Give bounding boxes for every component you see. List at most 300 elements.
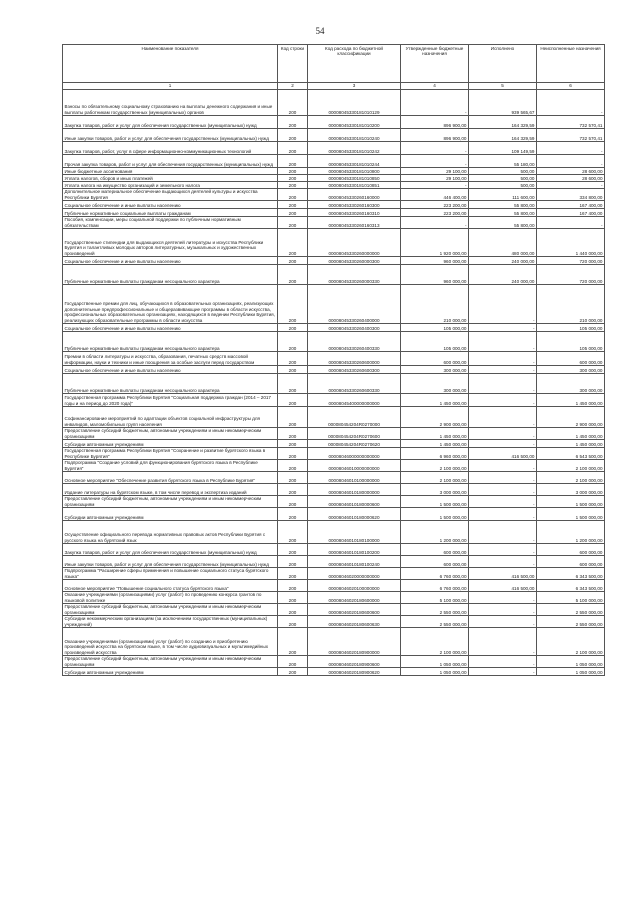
page-number: 54 [315,26,325,36]
table-row [63,592,605,604]
row-kbk: 00008045330181010200 [308,116,401,129]
row-kbk: 000080454204R0270600 [308,428,401,440]
row-remaining: 1 050 000,00 [537,668,605,676]
row-executed: 164 329,59 [469,116,537,129]
row-kbk: 00008045330260600300 [308,366,401,374]
row-executed: - [469,324,537,332]
row-kbk: 00008046020180600000 [308,592,401,604]
row-executed: - [469,440,537,448]
header-row [63,45,605,83]
row-line-code: 200 [278,592,308,604]
table-row [63,155,605,168]
row-approved: 960 000,00 [401,257,469,265]
row-line-code: 200 [278,604,308,616]
budget-execution-table [62,44,605,676]
row-executed: - [469,460,537,472]
row-kbk: 00008045330260000330 [308,265,401,285]
row-line-code: 200 [278,265,308,285]
table-row [63,484,605,496]
row-remaining: 732 570,41 [537,116,605,129]
row-kbk: 00008046010100000000 [308,472,401,484]
row-name: Предоставление субсидий бюджетным, автономным учреждениям и иным некоммерческим организациям [63,604,278,616]
row-remaining: 6 343 500,00 [537,580,605,592]
row-executed: - [469,366,537,374]
row-executed: - [469,628,537,656]
row-approved: 300 000,00 [401,374,469,394]
row-remaining: 167 400,00 [537,201,605,209]
row-remaining: 6 343 500,00 [537,568,605,580]
row-kbk: 00008045330181010800 [308,168,401,175]
row-line-code: 200 [278,496,308,508]
row-approved: 29 100,00 [401,168,469,175]
row-approved: 2 550 000,00 [401,604,469,616]
row-approved: 223 200,00 [401,209,469,217]
column-number-row [63,83,605,90]
row-name: Государственная программа Республики Бурятия "Сохранение и развитие бурятского языка в Республике Бурятия" [63,448,278,460]
row-approved: 1 920 000,00 [401,229,469,257]
row-kbk: 00008045330260600330 [308,374,401,394]
row-kbk: 00008045330260000000 [308,229,401,257]
row-kbk: 00008045330181010242 [308,142,401,155]
row-name: Софинансирование мероприятий по адаптации объектов социальной инфраструктуры для инвалидов, маломобильных групп населения [63,407,278,428]
row-executed: 55 180,00 [469,155,537,168]
row-approved: 600 000,00 [401,556,469,568]
row-remaining: 2 550 000,00 [537,604,605,616]
row-name: Субсидии некоммерческим организациям (за исключением государственных (муниципальных) учреждений) [63,616,278,628]
row-executed: - [469,508,537,521]
row-line-code: 200 [278,352,308,366]
table-row [63,116,605,129]
row-executed: 480 000,00 [469,229,537,257]
col-number: 3 [308,83,401,90]
row-line-code: 200 [278,544,308,556]
row-line-code: 200 [278,168,308,175]
row-kbk: 00008045330260400330 [308,332,401,352]
row-name: Пособия, компенсации, меры социальной поддержки по публичным нормативным обязательствам [63,217,278,229]
row-remaining: 1 500 000,00 [537,496,605,508]
col-number: 1 [63,83,278,90]
row-remaining: - [537,142,605,155]
row-name: Государственная программа Республики Бурятия "Социальная поддержка граждан (2014 – 2017 годы и на период до 2020 года)" [63,394,278,407]
row-name: Субсидии автономным учреждениям [63,508,278,521]
row-executed: - [469,544,537,556]
table-body [63,90,605,676]
table-row [63,604,605,616]
row-line-code: 200 [278,90,308,116]
row-remaining: 1 450 000,00 [537,428,605,440]
row-line-code: 200 [278,440,308,448]
row-executed: - [469,484,537,496]
row-name: Социальное обеспечение и иные выплаты населению [63,324,278,332]
row-executed: - [469,428,537,440]
row-approved: 2 100 000,00 [401,472,469,484]
row-executed: - [469,616,537,628]
table-row [63,352,605,366]
row-kbk: 00008045330260000300 [308,257,401,265]
row-kbk: 00008045400000000000 [308,394,401,407]
row-remaining: 105 000,00 [537,324,605,332]
table-row [63,448,605,460]
row-remaining: - [537,90,605,116]
row-remaining: 300 000,00 [537,374,605,394]
row-name: Дополнительное материальное обеспечение выдающихся деятелей культуры и искусства Республики Бурятия [63,189,278,201]
row-remaining: 1 200 000,00 [537,521,605,544]
table-row [63,460,605,472]
row-executed: - [469,352,537,366]
row-line-code: 200 [278,472,308,484]
row-line-code: 200 [278,116,308,129]
header-line-code: Код строки [278,45,308,83]
row-remaining: - [537,182,605,189]
table-row [63,428,605,440]
row-name: Предоставление субсидий бюджетным, автономным учреждениям и иным некоммерческим организациям [63,496,278,508]
row-approved: 2 100 000,00 [401,628,469,656]
table-row [63,324,605,332]
row-line-code: 200 [278,142,308,155]
row-line-code: 200 [278,484,308,496]
row-approved: - [401,142,469,155]
row-kbk: 00008045330181010129 [308,90,401,116]
col-number: 4 [401,83,469,90]
table-row [63,656,605,668]
row-kbk: 00008046020180900620 [308,668,401,676]
row-approved: 1 200 000,00 [401,521,469,544]
row-kbk: 00008045330181010244 [308,155,401,168]
row-remaining: 28 600,00 [537,175,605,182]
row-executed: 240 000,00 [469,257,537,265]
row-name: Публичные нормативные социальные выплаты гражданам [63,209,278,217]
table-row [63,285,605,324]
row-approved: 1 500 000,00 [401,496,469,508]
header-kbk: Код расхода по бюджетной классификации [308,45,401,83]
row-approved: 6 960 000,00 [401,448,469,460]
row-remaining: 28 600,00 [537,168,605,175]
row-kbk: 00008045330260400000 [308,285,401,324]
row-approved: 2 900 000,00 [401,407,469,428]
row-name: Подпрограмма "Создание условий для функционирования бурятского языка в Республике Бурятия" [63,460,278,472]
row-approved: 6 760 000,00 [401,568,469,580]
row-remaining: 720 000,00 [537,257,605,265]
table-row [63,394,605,407]
row-line-code: 200 [278,656,308,668]
row-executed: - [469,592,537,604]
row-name: Осуществление официального перевода нормативных правовых актов Республики Бурятия с русского языка на бурятский язык [63,521,278,544]
row-remaining: 6 543 500,00 [537,448,605,460]
row-executed: - [469,668,537,676]
row-approved: 446 400,00 [401,189,469,201]
table-row [63,556,605,568]
row-executed: 416 500,00 [469,448,537,460]
header-remaining: Неисполненные назначения [537,45,605,83]
table-row [63,580,605,592]
row-remaining: 600 000,00 [537,544,605,556]
row-name: Подпрограмма "Расширение сферы применения и повышение социального статуса бурятского языка" [63,568,278,580]
row-executed: 164 329,59 [469,129,537,142]
row-name: Публичные нормативные выплаты гражданам несоциального характера [63,265,278,285]
row-remaining: 600 000,00 [537,352,605,366]
table-row [63,90,605,116]
table-row [63,544,605,556]
row-approved: 600 000,00 [401,352,469,366]
row-remaining: 167 400,00 [537,209,605,217]
row-line-code: 200 [278,628,308,656]
row-kbk: 00008046010180100000 [308,521,401,544]
row-approved: 1 050 000,00 [401,656,469,668]
row-approved: 600 000,00 [401,544,469,556]
row-line-code: 200 [278,201,308,209]
row-kbk: 00008046010180000620 [308,508,401,521]
row-line-code: 200 [278,580,308,592]
row-approved: 896 900,00 [401,116,469,129]
row-executed: 416 500,00 [469,568,537,580]
row-line-code: 200 [278,428,308,440]
row-remaining: 3 000 000,00 [537,484,605,496]
row-line-code: 200 [278,407,308,428]
row-kbk: 00008046010180100240 [308,556,401,568]
row-approved: 105 000,00 [401,324,469,332]
row-approved: 896 900,00 [401,129,469,142]
row-kbk: 00008046020000000000 [308,568,401,580]
row-kbk: 00008046020180600630 [308,616,401,628]
row-name: Закупка товаров, работ и услуг для обеспечения государственных (муниципальных) нужд [63,116,278,129]
row-executed: 109 149,59 [469,142,537,155]
row-executed: - [469,496,537,508]
row-executed: 500,00 [469,182,537,189]
row-approved: - [401,182,469,189]
row-line-code: 200 [278,616,308,628]
row-remaining: 1 450 000,00 [537,394,605,407]
row-approved: - [401,217,469,229]
row-line-code: 200 [278,668,308,676]
row-line-code: 200 [278,189,308,201]
row-line-code: 200 [278,366,308,374]
row-name: Основное мероприятие "Обеспечение развития бурятского языка в Республике Бурятия" [63,472,278,484]
table-row [63,209,605,217]
header-approved: Утвержденные бюджетные назначения [401,45,469,83]
row-name: Основное мероприятие "Повышение социального статуса бурятского языка" [63,580,278,592]
row-kbk: 00008045330260160300 [308,201,401,209]
table-row [63,182,605,189]
row-kbk: 00008045330181010851 [308,182,401,189]
row-line-code: 200 [278,229,308,257]
row-remaining: 210 000,00 [537,285,605,324]
row-approved: 1 450 000,00 [401,428,469,440]
row-approved: - [401,155,469,168]
header-name: Наименование показателя [63,45,278,83]
table-row [63,568,605,580]
row-executed: - [469,656,537,668]
row-line-code: 200 [278,521,308,544]
row-kbk: 00008045330260400300 [308,324,401,332]
row-line-code: 200 [278,155,308,168]
row-approved: 210 000,00 [401,285,469,324]
row-remaining: 2 100 000,00 [537,628,605,656]
row-line-code: 200 [278,332,308,352]
row-line-code: 200 [278,568,308,580]
row-line-code: 200 [278,460,308,472]
table-row [63,366,605,374]
table-row [63,332,605,352]
row-executed: 939 565,67 [469,90,537,116]
row-approved: - [401,90,469,116]
header-executed: Исполнено [469,45,537,83]
row-approved: 960 000,00 [401,265,469,285]
row-line-code: 200 [278,508,308,521]
table-row [63,257,605,265]
table-row [63,265,605,285]
row-kbk: 00008045330181010240 [308,129,401,142]
row-name: Иные закупки товаров, работ и услуг для обеспечения государственных (муниципальных) нужд [63,129,278,142]
row-executed: 111 600,00 [469,189,537,201]
row-remaining: 5 100 000,00 [537,592,605,604]
row-line-code: 200 [278,129,308,142]
col-number: 5 [469,83,537,90]
row-kbk: 00008045330260160313 [308,217,401,229]
row-name: Социальное обеспечение и иные выплаты населению [63,366,278,374]
row-approved: 1 050 000,00 [401,668,469,676]
row-name: Социальное обеспечение и иные выплаты населению [63,201,278,209]
row-line-code: 200 [278,257,308,265]
table-row [63,217,605,229]
table-row [63,472,605,484]
row-kbk: 000080454204R0270620 [308,440,401,448]
row-line-code: 200 [278,374,308,394]
row-approved: 5 100 000,00 [401,592,469,604]
row-name: Прочая закупка товаров, работ и услуг для обеспечения государственных (муниципальных) нужд [63,155,278,168]
table-row [63,628,605,656]
row-approved: 223 200,00 [401,201,469,209]
row-executed: 500,00 [469,168,537,175]
row-kbk: 00008046010180000000 [308,484,401,496]
row-executed: 240 000,00 [469,265,537,285]
row-name: Государственные премии для лиц, обучающихся в образовательных организациях, реализующих дополнительные предпрофессиональные и общеразвивающие программы в области искусства, профессиональных образовательных организациях, находящихся в ведении Республики Бурятия, реализующих образовательные программы в области искусства [63,285,278,324]
col-number: 2 [278,83,308,90]
row-name: Издание литературы на бурятском языке, в том числе перевод и экспертиза изданий [63,484,278,496]
row-remaining: 105 000,00 [537,332,605,352]
row-name: Иные закупки товаров, работ и услуг для обеспечения государственных (муниципальных) нужд [63,556,278,568]
row-name: Субсидии автономным учреждениям [63,668,278,676]
row-remaining: 600 000,00 [537,556,605,568]
row-name: Закупка товаров, работ, услуг в сфере информационно-коммуникационных технологий [63,142,278,155]
row-executed: - [469,604,537,616]
row-executed: 500,00 [469,175,537,182]
row-remaining: 1 440 000,00 [537,229,605,257]
row-remaining: 720 000,00 [537,265,605,285]
table-row [63,175,605,182]
row-kbk: 00008046020180600600 [308,604,401,616]
row-remaining: 2 900 000,00 [537,407,605,428]
row-kbk: 00008046020180900600 [308,656,401,668]
row-remaining: 732 570,41 [537,129,605,142]
table-row [63,440,605,448]
row-name: Оказание учреждениями (организациями) услуг (работ) по проведению конкурса грантов по языковой политике [63,592,278,604]
row-name: Предоставление субсидий бюджетным, автономным учреждениям и иным некоммерческим организациям [63,656,278,668]
row-name: Премии в области литературы и искусства, образования, печатных средств массовой информации, науки и техники и иные поощрения за особые заслуги перед государством [63,352,278,366]
row-name: Государственные стипендии для выдающихся деятелей литературы и искусства Республики Бурятия и талантливых молодых авторов литературных, музыкальных и художественных произведений [63,229,278,257]
table-row [63,229,605,257]
row-kbk: 00008046000000000000 [308,448,401,460]
row-kbk: 00008046020100000000 [308,580,401,592]
row-name: Взносы по обязательному социальному страхованию на выплаты денежного содержания и иные выплаты работникам государственных (муниципальных) органов [63,90,278,116]
row-approved: 6 760 000,00 [401,580,469,592]
row-line-code: 200 [278,182,308,189]
row-approved: 2 550 000,00 [401,616,469,628]
row-approved: 3 000 000,00 [401,484,469,496]
row-remaining: 1 500 000,00 [537,508,605,521]
row-executed: - [469,521,537,544]
row-kbk: 00008046010180100200 [308,544,401,556]
row-line-code: 200 [278,448,308,460]
row-executed: 55 800,00 [469,201,537,209]
row-kbk: 00008046020180900000 [308,628,401,656]
row-approved: 1 450 000,00 [401,394,469,407]
row-remaining: 334 800,00 [537,189,605,201]
row-remaining: 300 000,00 [537,366,605,374]
row-line-code: 200 [278,285,308,324]
table-row [63,508,605,521]
row-remaining: - [537,217,605,229]
table-row [63,374,605,394]
table-row [63,189,605,201]
row-kbk: 00008045330260600000 [308,352,401,366]
row-executed: - [469,332,537,352]
row-name: Оказание учреждениями (организациями) услуг (работ) по созданию и приобретению произведений искусства на бурятском языке, в том числе аудиовизуальных и мультимедийных произведений искусства [63,628,278,656]
row-executed: - [469,472,537,484]
table-row [63,201,605,209]
row-name: Публичные нормативные выплаты гражданам несоциального характера [63,374,278,394]
table-row [63,129,605,142]
row-kbk: 00008045330181010850 [308,175,401,182]
row-executed: - [469,285,537,324]
row-kbk: 00008045330260160000 [308,189,401,201]
row-name: Уплата налога на имущество организаций и земельного налога [63,182,278,189]
row-executed: 55 800,00 [469,209,537,217]
row-name: Публичные нормативные выплаты гражданам несоциального характера [63,332,278,352]
table-row [63,407,605,428]
row-executed: - [469,374,537,394]
row-remaining: 1 450 000,00 [537,440,605,448]
row-name: Иные бюджетные ассигнования [63,168,278,175]
row-kbk: 000080454204R0270000 [308,407,401,428]
row-kbk: 00008046010180000600 [308,496,401,508]
row-kbk: 00008046010000000000 [308,460,401,472]
row-name: Уплата налогов, сборов и иных платежей [63,175,278,182]
row-remaining: 2 100 000,00 [537,472,605,484]
row-executed: - [469,407,537,428]
row-executed: - [469,556,537,568]
row-executed: 55 800,00 [469,217,537,229]
col-number: 6 [537,83,605,90]
row-remaining: - [537,155,605,168]
row-approved: 300 000,00 [401,366,469,374]
row-executed: - [469,394,537,407]
row-line-code: 200 [278,175,308,182]
row-remaining: 2 550 000,00 [537,616,605,628]
row-kbk: 00008045330260160310 [308,209,401,217]
table-row [63,142,605,155]
row-remaining: 1 050 000,00 [537,656,605,668]
row-name: Субсидии автономным учреждениям [63,440,278,448]
row-line-code: 200 [278,394,308,407]
row-approved: 29 100,00 [401,175,469,182]
row-name: Предоставление субсидий бюджетным, автономным учреждениям и иным некоммерческим организациям [63,428,278,440]
row-line-code: 200 [278,209,308,217]
row-approved: 1 450 000,00 [401,440,469,448]
table-row [63,521,605,544]
row-remaining: 2 100 000,00 [537,460,605,472]
row-name: Социальное обеспечение и иные выплаты населению [63,257,278,265]
table-row [63,616,605,628]
